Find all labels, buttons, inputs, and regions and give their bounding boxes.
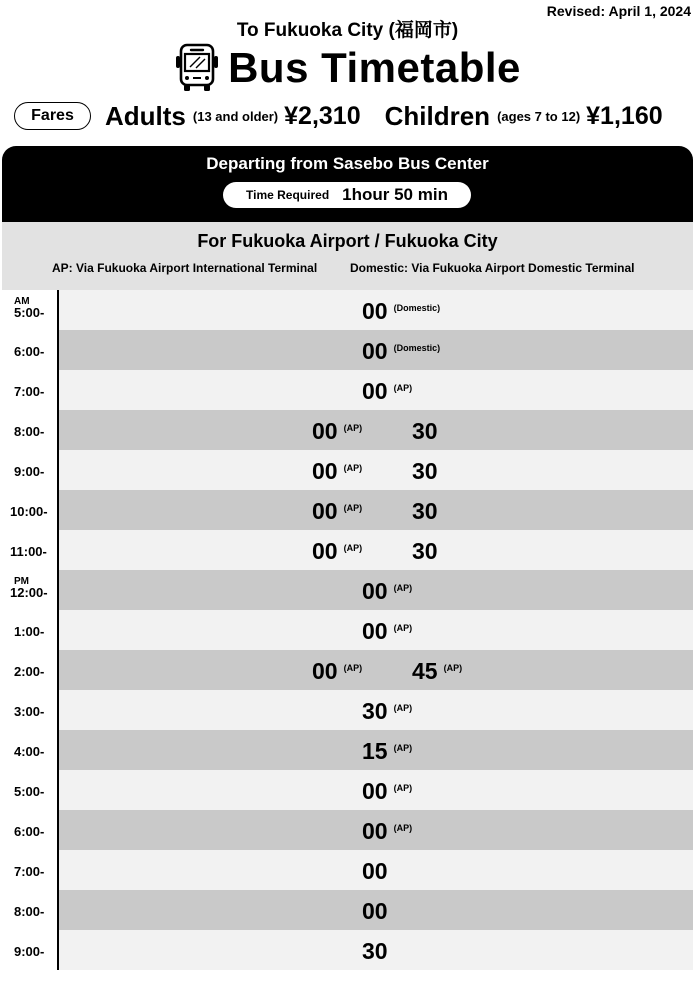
departure-minute: 00 [362, 378, 388, 404]
hour-label: 11:00- [10, 544, 47, 559]
departure-entry [362, 338, 440, 365]
hour-cell [2, 610, 59, 650]
departure-minute: 00 [362, 338, 388, 364]
departure-entry [362, 858, 388, 885]
table-row [2, 450, 693, 490]
bus-icon [174, 43, 220, 93]
departure-entry [362, 698, 412, 725]
table-row [2, 650, 693, 690]
hour-cell [2, 810, 59, 850]
page-title: Bus Timetable [228, 44, 521, 91]
route-tag: (AP) [343, 663, 363, 673]
departure-entry [412, 538, 438, 565]
departure-minute: 00 [312, 458, 338, 484]
departure-minute: 00 [362, 778, 388, 804]
table-row [2, 730, 693, 770]
departure-entry [362, 738, 412, 765]
departure-entry [362, 378, 412, 405]
table-row [2, 330, 693, 370]
table-row [2, 850, 693, 890]
departure-entry [412, 418, 438, 445]
route-tag: (AP) [393, 743, 413, 753]
route-tag: (AP) [393, 383, 413, 393]
hour-label: 10:00- [10, 504, 48, 519]
table-row [2, 490, 693, 530]
hour-cell [2, 330, 59, 370]
hour-label: 3:00- [14, 704, 45, 719]
departure-entry [412, 658, 462, 685]
hour-label: 9:00- [14, 464, 45, 479]
table-row [2, 410, 693, 450]
route-tag: (AP) [393, 823, 413, 833]
departure-entry [312, 498, 362, 525]
departure-minute: 15 [362, 738, 388, 764]
route-tag: (AP) [343, 503, 363, 513]
departure-entry [362, 938, 388, 965]
departure-entry [362, 898, 388, 925]
route-tag: (AP) [393, 783, 413, 793]
departure-entry [362, 618, 412, 645]
departure-minute: 30 [412, 418, 438, 444]
route-tag: (Domestic) [393, 343, 441, 353]
departure-entry [312, 538, 362, 565]
route-tag: (AP) [393, 703, 413, 713]
departure-minute: 00 [362, 818, 388, 844]
time-required-pill [223, 182, 471, 208]
hour-cell [2, 770, 59, 810]
hour-cell [2, 290, 59, 330]
hour-cell [2, 450, 59, 490]
departure-entry [362, 298, 440, 325]
hour-cell [2, 730, 59, 770]
hour-label: 8:00- [14, 424, 45, 439]
route-header [2, 222, 693, 290]
departing-from: Departing from Sasebo Bus Center [206, 154, 489, 173]
adults-note: (13 and older) [192, 108, 279, 124]
hour-label: 6:00- [14, 344, 45, 359]
departure-minute: 30 [412, 538, 438, 564]
hour-cell [2, 410, 59, 450]
destination-heading: To Fukuoka City (福岡市) [236, 20, 459, 41]
ampm-label: AM [14, 296, 30, 307]
route-tag: (AP) [343, 423, 363, 433]
departure-minute: 00 [362, 898, 388, 924]
fares-row [14, 100, 663, 132]
hour-cell [2, 530, 59, 570]
table-row [2, 890, 693, 930]
hour-cell [2, 650, 59, 690]
route-tag: (Domestic) [393, 303, 441, 313]
route-title: For Fukuoka Airport / Fukuoka City [197, 231, 498, 251]
departure-minute: 30 [362, 938, 388, 964]
table-row [2, 370, 693, 410]
departure-entry [312, 418, 362, 445]
table-row [2, 810, 693, 850]
departure-minute: 00 [312, 498, 338, 524]
departure-minute: 00 [362, 858, 388, 884]
route-tag: (AP) [343, 543, 363, 553]
departure-entry [312, 458, 362, 485]
hour-label: 7:00- [14, 384, 45, 399]
hour-label: 5:00- [14, 305, 45, 320]
table-row [2, 610, 693, 650]
departure-entry [362, 818, 412, 845]
departure-entry [312, 658, 362, 685]
departure-minute: 00 [312, 418, 338, 444]
departure-minute: 00 [312, 658, 338, 684]
table-row [2, 690, 693, 730]
departure-minute: 00 [362, 298, 388, 324]
hour-cell [2, 370, 59, 410]
hour-cell [2, 570, 59, 610]
hour-cell [2, 690, 59, 730]
adults-price: ¥2,310 [284, 101, 361, 130]
hour-label: 12:00- [10, 585, 48, 600]
hour-divider [57, 290, 59, 970]
route-tag: (AP) [393, 623, 413, 633]
hour-label: 8:00- [14, 904, 45, 919]
departure-minute: 00 [362, 618, 388, 644]
hour-cell [2, 890, 59, 930]
departure-entry [362, 778, 412, 805]
adults-label: Adults [105, 100, 186, 131]
revised-date: Revised: April 1, 2024 [546, 3, 691, 19]
hour-cell [2, 490, 59, 530]
departure-header [2, 146, 693, 222]
children-label: Children [384, 100, 491, 131]
fares-label: Fares [14, 102, 91, 130]
timetable [2, 290, 693, 970]
departure-minute: 30 [412, 458, 438, 484]
departure-minute: 00 [362, 578, 388, 604]
departure-minute: 00 [312, 538, 338, 564]
route-note-domestic: Domestic: Via Fukuoka Airport Domestic Terminal [350, 261, 635, 275]
hour-label: 1:00- [14, 624, 45, 639]
hour-label: 4:00- [14, 744, 45, 759]
title-block [0, 42, 695, 94]
time-required-label: Time Required [246, 188, 330, 202]
departure-minute: 30 [362, 698, 388, 724]
time-required-value: 1hour 50 min [342, 185, 448, 204]
departure-entry [412, 458, 438, 485]
hour-label: 9:00- [14, 944, 45, 959]
children-note: (ages 7 to 12) [497, 108, 581, 124]
route-tag: (AP) [343, 463, 363, 473]
hour-label: 2:00- [14, 664, 45, 679]
table-row [2, 530, 693, 570]
departure-entry [362, 578, 412, 605]
route-tag: (AP) [443, 663, 463, 673]
route-note-ap: AP: Via Fukuoka Airport International Terminal [52, 261, 318, 275]
hour-cell [2, 930, 59, 970]
table-row [2, 770, 693, 810]
hour-label: 6:00- [14, 824, 45, 839]
table-row [2, 930, 693, 970]
hour-cell [2, 850, 59, 890]
departure-minute: 30 [412, 498, 438, 524]
table-row [2, 570, 693, 610]
hour-label: 5:00- [14, 784, 45, 799]
ampm-label: PM [14, 576, 29, 587]
table-row [2, 290, 693, 330]
departure-minute: 45 [412, 658, 438, 684]
children-price: ¥1,160 [586, 101, 663, 130]
departure-entry [412, 498, 438, 525]
hour-label: 7:00- [14, 864, 45, 879]
route-tag: (AP) [393, 583, 413, 593]
